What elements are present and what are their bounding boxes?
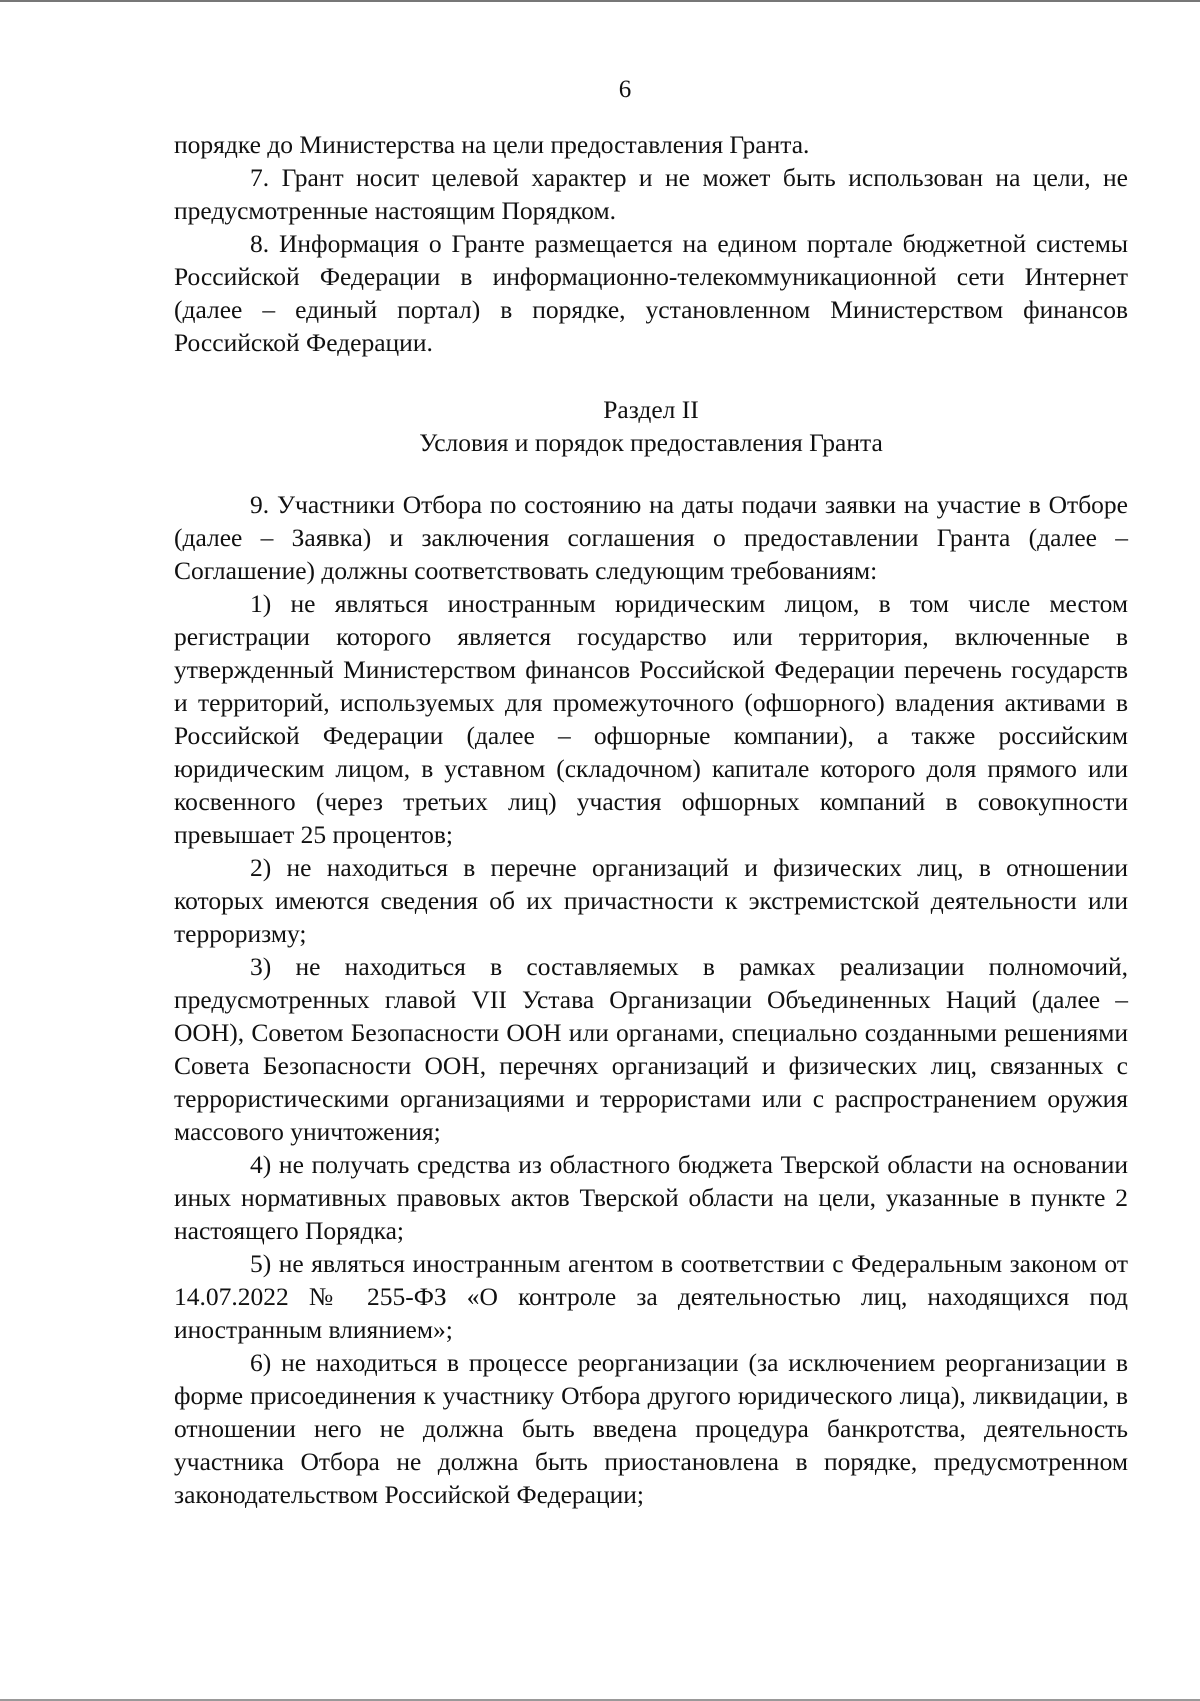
requirement-2: 2) не находиться в перечне организаций и физических лиц, в отношении которых имеются сведения об их причастности к экстремистской деятельности или терроризму; <box>174 853 1128 948</box>
section-title: Условия и порядок предоставления Гранта <box>419 428 883 457</box>
requirement-4: 4) не получать средства из областного бюджета Тверской области на основании иных нормативных правовых актов Тверской области на цели, указанные в пункте 2 настоящего Порядка; <box>174 1150 1128 1245</box>
intro-text <box>174 128 1128 359</box>
paragraph-continuation: порядке до Министерства на цели предоставления Гранта. <box>174 130 810 159</box>
requirement-1: 1) не являться иностранным юридическим лицом, в том числе местом регистрации которого является государство или территория, включенные в утвержденный Министерством финансов Российской Федерации перечень государств и территорий, используемых для промежуточного (офшорного) владения активами в Российской Федерации (далее – офшорные компании), а также российским юридическим лицом, в уставном (складочном) капитале которого доля прямого или косвенного (через третьих лиц) участия офшорных компаний в совокупности превышает 25 процентов; <box>174 589 1128 849</box>
section-number: Раздел II <box>603 395 699 424</box>
page-number: 6 <box>618 76 632 103</box>
paragraph-8: 8. Информация о Гранте размещается на едином портале бюджетной системы Российской Федерации в информационно-телекоммуникационной сети Интернет (далее – единый портал) в порядке, установленном Министерством финансов Российской Федерации. <box>174 229 1128 357</box>
paragraph-9: 9. Участники Отбора по состоянию на даты подачи заявки на участие в Отборе (далее – Заявка) и заключения соглашения о предоставлении Гранта (далее – Соглашение) должны соответствовать следующим требованиям: <box>174 490 1128 585</box>
scan-top-edge <box>0 0 1200 2</box>
requirement-6: 6) не находиться в процессе реорганизации (за исключением реорганизации в форме присоединения к участнику Отбора другого юридического лица), ликвидации, в отношении него не должна быть введена процедура банкротства, деятельность участника Отбора не должна быть приостановлена в порядке, предусмотренном законодательством Российской Федерации; <box>174 1348 1128 1509</box>
paragraph-7: 7. Грант носит целевой характер и не может быть использован на цели, не предусмотренные настоящим Порядком. <box>174 163 1128 225</box>
requirement-5: 5) не являться иностранным агентом в соответствии с Федеральным законом от 14.07.2022 № 255-ФЗ «О контроле за деятельностью лиц, находящихся под иностранным влиянием»; <box>174 1249 1128 1344</box>
section-text <box>174 488 1128 1511</box>
requirement-3: 3) не находиться в составляемых в рамках реализации полномочий, предусмотренных главой VII Устава Организации Объединенных Наций (далее – ООН), Советом Безопасности ООН или органами, специально созданными решениями Совета Безопасности ООН, перечнях организаций и физических лиц, связанных с террористическими организациями и террористами или с распространением оружия массового уничтожения; <box>174 952 1128 1146</box>
